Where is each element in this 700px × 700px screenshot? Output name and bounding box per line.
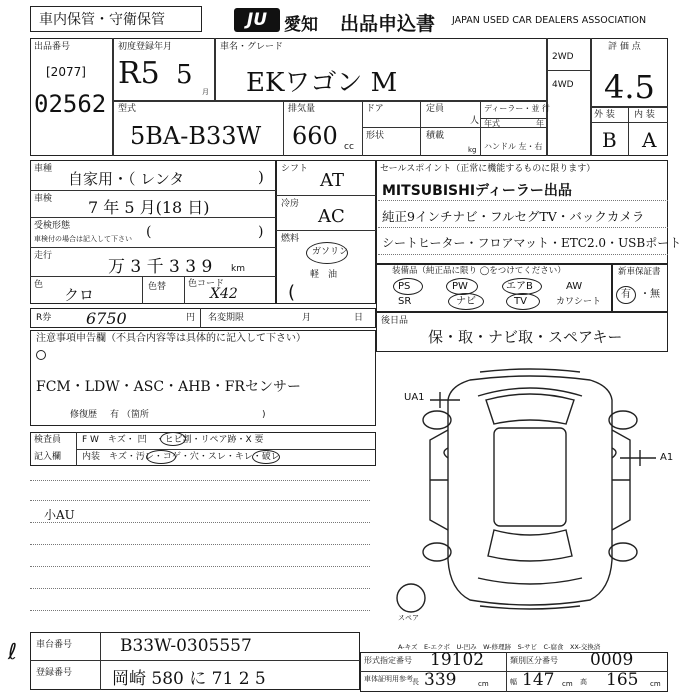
ac-value: AC <box>318 206 345 227</box>
wear-circle <box>252 450 280 464</box>
equip-pw: PW <box>452 281 468 292</box>
color-code-value: X42 <box>210 286 238 302</box>
notes-label: 注意事項申告欄（不具合内容等は具体的に記入して下さい） <box>36 333 306 344</box>
ac-label: 冷房 <box>281 199 300 209</box>
lot-small-number: [2077] <box>46 65 86 79</box>
equip-leather: カワシート <box>556 297 602 307</box>
exterior-grade: B <box>602 128 617 152</box>
diagram-ua1: UA1 <box>404 392 425 403</box>
recycle-unit: 円 <box>186 313 196 323</box>
fuel-bracket: ( <box>288 282 296 303</box>
equip-aw: AW <box>566 281 583 292</box>
stain-circle <box>146 450 176 464</box>
door-label: ドア <box>366 104 384 114</box>
capacity-unit: 人 <box>470 116 480 126</box>
receipt-paren-open: ( <box>146 224 152 240</box>
inspector-note: 小AU <box>44 508 75 522</box>
diagram-a1: A1 <box>660 452 674 463</box>
type-value: 19102 <box>430 650 485 670</box>
dealer-label: ディーラー・並 行 <box>484 104 550 113</box>
width-label: 幅 <box>510 678 517 686</box>
month-unit: 月 <box>202 88 209 96</box>
diagram-legend: A-キズ E-エクボ U-凹み W-修理跡 S-サビ C-腐食 XX-交換済 <box>398 643 601 651</box>
handle-label: ハンドル 左・右 <box>484 142 543 151</box>
notes-text: FCM・LDW・ASC・AHB・FRセンサー <box>36 379 301 395</box>
form-title: 出品申込書 <box>340 13 436 35</box>
year-unit: 年 <box>536 119 544 128</box>
lot-label: 出品番号 <box>34 42 71 52</box>
mileage-label: 走行 <box>34 251 53 261</box>
shape-label: 形状 <box>366 131 385 141</box>
rating-value: 4.5 <box>604 68 655 106</box>
use-close: ) <box>258 168 264 186</box>
recycle-value: 6750 <box>86 309 127 328</box>
ju-logo: JU <box>234 8 280 32</box>
repair-close: ) <box>262 410 266 420</box>
use-label: 車種 <box>34 164 53 174</box>
logo-place: 愛知 <box>284 15 318 35</box>
first-reg-month: 5 <box>176 60 193 90</box>
deadline-label: 名変期限 <box>208 313 245 323</box>
model-value: 5BA-B33W <box>130 122 262 150</box>
drive-2wd: 2WD <box>552 52 574 62</box>
shaken-value: 7 年 5 月(18 日) <box>88 198 210 217</box>
displacement-value: 660 <box>292 122 338 150</box>
first-reg-label: 初度登録年月 <box>118 42 173 52</box>
car-name-label: 車名・グレード <box>220 42 284 52</box>
receipt-label: 受検形態 <box>34 221 71 231</box>
ps-circle <box>393 278 423 295</box>
handwritten-mark: ℓ <box>8 640 18 665</box>
aftermarket-label: 後日品 <box>381 316 409 326</box>
equipment-label: 装備品（純正品に限り ◯をつけてください） <box>392 266 566 276</box>
inspector-label-2: 記入欄 <box>34 452 62 462</box>
repair-value: 有 （箇所 <box>110 410 149 420</box>
diagram-spare: スペア <box>398 614 419 622</box>
sales-line-1: MITSUBISHIディーラー出品 <box>382 183 572 199</box>
recycle-label: R券 <box>36 313 52 323</box>
storage-label-box <box>30 6 202 32</box>
car-name: EKワゴン M <box>246 68 398 98</box>
load-unit: kg <box>468 146 477 154</box>
capacity-label: 定員 <box>426 104 445 114</box>
sales-label: セールスポイント（正常に機能するものに限ります） <box>380 164 596 174</box>
association-name: JAPAN USED CAR DEALERS ASSOCIATION <box>452 15 647 26</box>
repair-label: 修復歴 <box>70 410 98 420</box>
shift-value: AT <box>320 170 345 191</box>
width-value: 147 <box>522 670 555 690</box>
shift-label: シフト <box>281 164 309 174</box>
shaken-label: 車検 <box>34 194 53 204</box>
deadline-day: 日 <box>354 313 364 323</box>
warranty-yes: 有 <box>621 289 631 300</box>
interior-label: 内 装 <box>634 110 655 120</box>
length-unit: cm <box>478 680 489 688</box>
inspector-row-2: 内装 キズ・汚レ・コゲ・穴・スレ・キレ・破レ <box>82 452 280 462</box>
deadline-month: 月 <box>302 313 312 323</box>
year-label: 年式 <box>484 119 500 128</box>
fuel-gas: ガソリン <box>312 247 349 257</box>
sales-line-3: シートヒーター・フロアマット・ETC2.0・USBポート <box>382 236 682 250</box>
receipt-paren-close: ) <box>258 224 264 240</box>
inspector-label-1: 検査員 <box>34 435 62 445</box>
color-change-label: 色替 <box>148 282 167 292</box>
inspector-row-1: F W キズ・ 凹 ・ヒビ割・リペア跡・X 要 <box>82 435 264 445</box>
equip-ps: PS <box>398 281 411 292</box>
navi-circle <box>448 293 484 310</box>
storage-label: 車内保管・守衛保管 <box>39 12 165 28</box>
dent-circle <box>160 432 186 446</box>
mileage-value: 万 3 千 3 3 9 <box>108 257 213 277</box>
notes-circle-mark <box>36 350 46 360</box>
height-label: 高 <box>580 678 587 686</box>
chassis-value: B33W-0305557 <box>120 636 252 656</box>
height-value: 165 <box>606 670 639 690</box>
warranty-label: 新車保証書 <box>618 267 661 277</box>
model-label: 型式 <box>118 104 137 114</box>
load-label: 積載 <box>426 131 445 141</box>
height-unit: cm <box>650 680 661 688</box>
exterior-label: 外 装 <box>594 110 615 120</box>
equip-airbag: エアB <box>506 281 533 292</box>
fuel-diesel: 軽 油 <box>310 270 338 280</box>
lot-number: 02562 <box>34 90 107 118</box>
mileage-unit: km <box>231 264 245 274</box>
cert-label: 車体証明用参考 <box>364 675 413 683</box>
plate-value: 岡崎 580 に 71 2 5 <box>112 669 266 689</box>
fuel-label: 燃料 <box>281 234 300 244</box>
displacement-label: 排気量 <box>288 104 316 114</box>
interior-grade: A <box>642 128 657 152</box>
recycle-box <box>30 308 376 328</box>
first-reg-year: R5 <box>118 56 160 91</box>
equip-tv: TV <box>514 296 527 307</box>
color-label: 色 <box>34 280 44 290</box>
displacement-unit: cc <box>344 142 354 152</box>
class-label: 類別区分番号 <box>510 656 558 665</box>
equip-navi: ナビ <box>456 296 476 307</box>
sales-line-2: 純正9インチナビ・フルセグTV・バックカメラ <box>382 209 645 224</box>
equip-sr: SR <box>398 296 412 307</box>
length-value: 339 <box>424 670 457 690</box>
chassis-label: 車台番号 <box>36 640 73 650</box>
color-code-label: 色コード <box>188 279 225 289</box>
plate-label: 登録番号 <box>36 668 73 678</box>
length-label: 長 <box>412 678 419 686</box>
color-value: クロ <box>64 286 95 304</box>
warranty-no: ・無 <box>640 289 660 300</box>
tv-circle <box>506 293 540 310</box>
use-value: 自家用・（ レンタ <box>68 170 185 188</box>
class-value: 0009 <box>590 650 634 670</box>
rating-label: 評 価 点 <box>608 42 641 52</box>
receipt-note: 車検付の場合は記入して下さい <box>34 235 132 243</box>
drive-4wd: 4WD <box>552 80 574 90</box>
width-unit: cm <box>562 680 573 688</box>
type-label: 形式指定番号 <box>364 656 412 665</box>
aftermarket-value: 保・取・ナビ取・スペアキー <box>428 328 623 346</box>
